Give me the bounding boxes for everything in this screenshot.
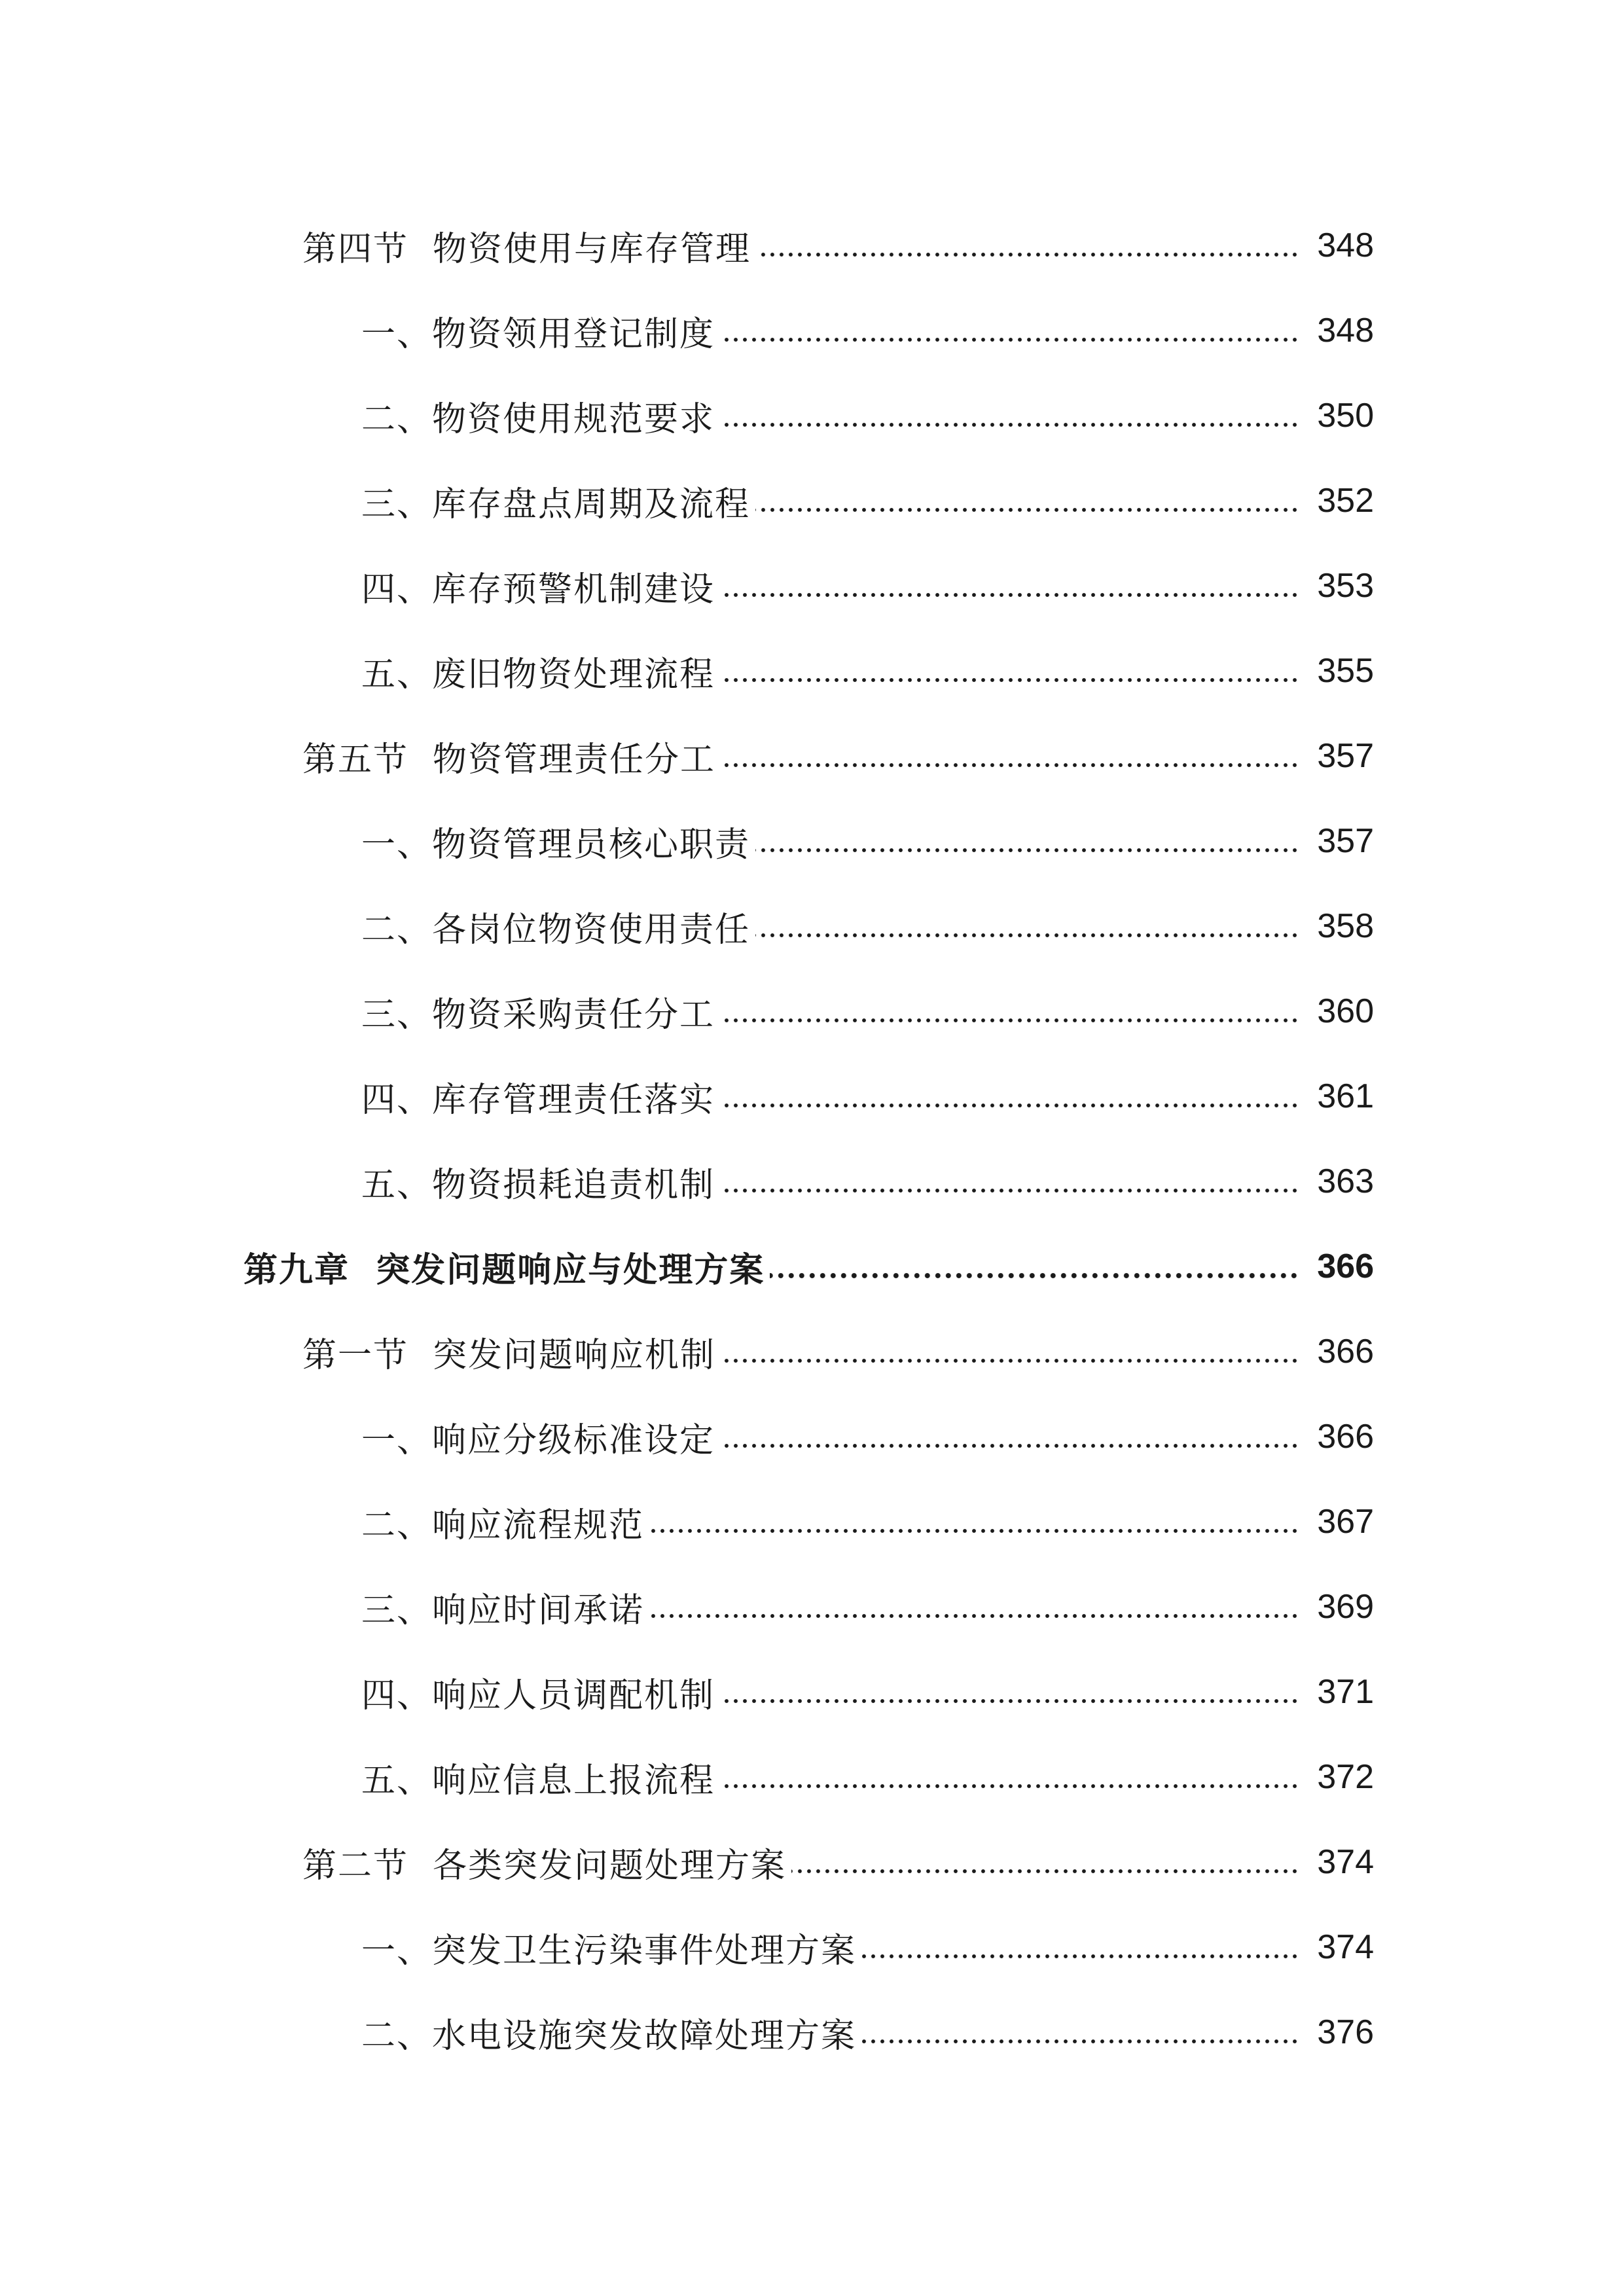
toc-entry-title: 第五节 物资管理责任分工 <box>302 740 716 780</box>
toc-entry-title: 四、响应人员调配机制 <box>361 1676 715 1715</box>
dot-leader <box>791 1868 1299 1874</box>
toc-entry-title: 三、库存盘点周期及流程 <box>361 484 751 524</box>
dot-leader <box>861 2038 1299 2045</box>
dot-leader <box>720 592 1299 598</box>
toc-entry-item[interactable] <box>0 458 1624 543</box>
toc-entry-item[interactable] <box>0 1734 1624 1820</box>
dot-leader <box>720 336 1299 343</box>
toc-entry-item[interactable] <box>0 1649 1624 1734</box>
toc-page-number: 366 <box>1317 1418 1374 1456</box>
toc-entry-item[interactable] <box>0 1479 1624 1564</box>
toc-entry-title: 一、物资管理员核心职责 <box>361 825 751 865</box>
toc-page-number: 355 <box>1317 652 1374 690</box>
toc-entry-title: 五、响应信息上报流程 <box>361 1761 715 1801</box>
toc-entry-title: 第二节 各类突发问题处理方案 <box>302 1846 787 1886</box>
toc-entry-title: 二、物资使用规范要求 <box>361 399 715 439</box>
toc-entry-title: 四、库存预警机制建设 <box>361 569 715 609</box>
toc-page-number: 357 <box>1317 822 1374 860</box>
dot-leader <box>720 1443 1299 1449</box>
dot-leader <box>770 1272 1299 1279</box>
toc-page-number: 348 <box>1317 312 1374 350</box>
toc-entry-title: 第四节 物资使用与库存管理 <box>302 229 751 269</box>
dot-leader <box>861 1953 1299 1960</box>
toc-entry-title: 一、物资领用登记制度 <box>361 314 715 354</box>
toc-entry-item[interactable] <box>0 1905 1624 1990</box>
dot-leader <box>720 1698 1299 1704</box>
dot-leader <box>720 677 1299 683</box>
toc-entry-title: 第一节 突发问题响应机制 <box>302 1335 716 1375</box>
toc-page-number: 374 <box>1317 1843 1374 1881</box>
dot-leader <box>649 1613 1299 1619</box>
toc-page-number: 372 <box>1317 1758 1374 1796</box>
toc-page-number: 363 <box>1317 1162 1374 1200</box>
toc-entry-title: 三、物资采购责任分工 <box>361 995 715 1035</box>
toc-page-number: 366 <box>1317 1247 1374 1285</box>
toc-entry-item[interactable] <box>0 1139 1624 1224</box>
dot-leader <box>649 1528 1299 1534</box>
toc-entry-title: 一、响应分级标准设定 <box>361 1420 715 1460</box>
toc-entry-section[interactable] <box>0 1309 1624 1394</box>
toc-entry-item[interactable] <box>0 1990 1624 2075</box>
toc-page-number: 348 <box>1317 226 1374 264</box>
toc-entry-item[interactable] <box>0 798 1624 884</box>
dot-leader <box>720 422 1299 428</box>
toc-page-number: 374 <box>1317 1928 1374 1966</box>
toc-entry-title: 四、库存管理责任落实 <box>361 1080 715 1120</box>
toc-entry-chapter[interactable] <box>0 1224 1624 1309</box>
toc-entry-item[interactable] <box>0 884 1624 969</box>
toc-entry-title: 二、响应流程规范 <box>361 1505 645 1545</box>
dot-leader <box>720 1783 1299 1789</box>
dot-leader <box>721 762 1299 768</box>
dot-leader <box>721 1357 1299 1364</box>
toc-entry-section[interactable] <box>0 713 1624 798</box>
toc-entry-title: 一、突发卫生污染事件处理方案 <box>361 1931 857 1971</box>
toc-entry-title: 二、水电设施突发故障处理方案 <box>361 2016 857 2056</box>
toc-entry-item[interactable] <box>0 288 1624 373</box>
dot-leader <box>720 1017 1299 1024</box>
toc-page-number: 376 <box>1317 2013 1374 2051</box>
toc-entry-item[interactable] <box>0 628 1624 713</box>
toc-page-number: 357 <box>1317 737 1374 775</box>
toc-page-number: 371 <box>1317 1673 1374 1711</box>
dot-leader <box>720 1102 1299 1109</box>
toc-entry-title: 二、各岗位物资使用责任 <box>361 910 751 950</box>
toc-page-number: 352 <box>1317 482 1374 520</box>
toc-page-number: 367 <box>1317 1503 1374 1541</box>
toc-entry-item[interactable] <box>0 543 1624 628</box>
toc-page-number: 358 <box>1317 907 1374 945</box>
dot-leader <box>755 932 1299 939</box>
toc-entry-title: 五、废旧物资处理流程 <box>361 655 715 694</box>
table-of-contents <box>0 203 1624 2075</box>
toc-entry-item[interactable] <box>0 969 1624 1054</box>
toc-entry-item[interactable] <box>0 1054 1624 1139</box>
toc-page-number: 360 <box>1317 992 1374 1030</box>
toc-entry-section[interactable] <box>0 203 1624 288</box>
dot-leader <box>720 1187 1299 1194</box>
toc-entry-title: 第九章 突发问题响应与处理方案 <box>244 1250 765 1290</box>
toc-page-number: 366 <box>1317 1333 1374 1371</box>
toc-page-number: 350 <box>1317 397 1374 435</box>
dot-leader <box>756 251 1299 258</box>
toc-entry-title: 五、物资损耗追责机制 <box>361 1165 715 1205</box>
dot-leader <box>755 847 1299 853</box>
toc-page-number: 353 <box>1317 567 1374 605</box>
toc-entry-item[interactable] <box>0 1394 1624 1479</box>
toc-entry-section[interactable] <box>0 1820 1624 1905</box>
toc-entry-item[interactable] <box>0 1564 1624 1649</box>
dot-leader <box>755 507 1299 513</box>
toc-entry-item[interactable] <box>0 373 1624 458</box>
toc-page-number: 361 <box>1317 1077 1374 1115</box>
toc-entry-title: 三、响应时间承诺 <box>361 1590 645 1630</box>
toc-page-number: 369 <box>1317 1588 1374 1626</box>
